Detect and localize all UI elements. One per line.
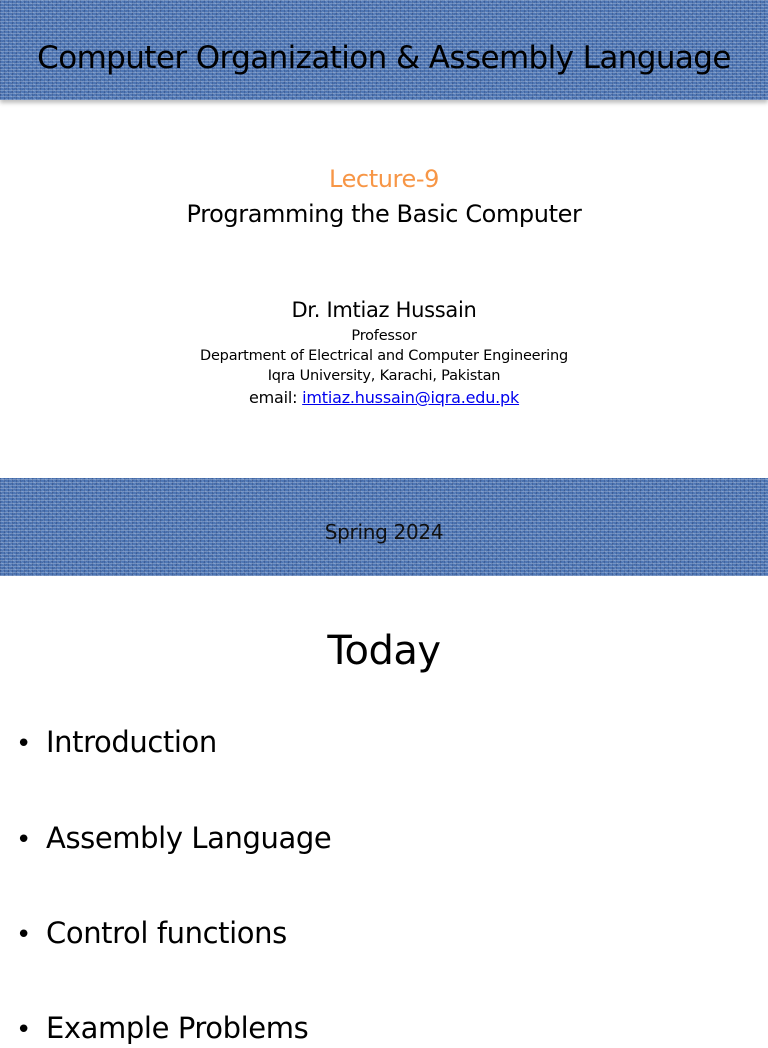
- course-title: Computer Organization & Assembly Language: [37, 40, 731, 76]
- email-link[interactable]: imtiaz.hussain@iqra.edu.pk: [302, 388, 520, 407]
- bullet-icon: •: [16, 920, 31, 950]
- email-line: [0, 387, 768, 409]
- list-item-text: Example Problems: [46, 1011, 309, 1045]
- lecture-number: Lecture-9: [329, 165, 439, 193]
- bullet-icon: •: [16, 729, 31, 759]
- author-university: Iqra University, Karachi, Pakistan: [267, 368, 501, 384]
- author-role: Professor: [351, 328, 417, 344]
- list-item-text: Introduction: [46, 725, 217, 759]
- email-label: email:: [248, 388, 298, 407]
- list-item-text: Control functions: [46, 916, 287, 950]
- author-name: Dr. Imtiaz Hussain: [291, 298, 477, 322]
- agenda-heading: Today: [327, 628, 441, 674]
- agenda-slide: [0, 576, 768, 1045]
- list-item-text: Assembly Language: [46, 821, 332, 855]
- bullet-icon: •: [16, 825, 31, 855]
- list-item: [16, 820, 756, 858]
- list-item: [16, 915, 756, 953]
- list-item: [16, 724, 756, 762]
- term-label: Spring 2024: [324, 520, 444, 544]
- bullet-icon: •: [16, 1015, 31, 1045]
- list-item: [16, 1010, 756, 1048]
- lecture-subtitle: Programming the Basic Computer: [186, 200, 582, 228]
- author-department: Department of Electrical and Computer Engineering: [200, 348, 568, 364]
